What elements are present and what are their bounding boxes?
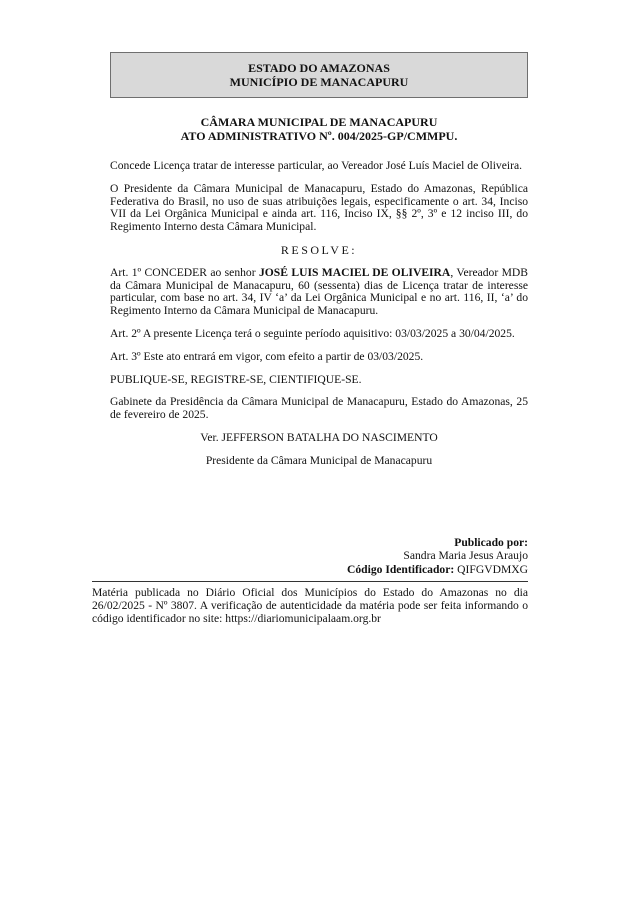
publish-order: PUBLIQUE-SE, REGISTRE-SE, CIENTIFIQUE-SE. — [110, 372, 362, 386]
article-2: Art. 2º A presente Licença terá o seguinte período aquisitivo: 03/03/2025 a 30/04/2025. — [110, 326, 515, 340]
act-number: ATO ADMINISTRATIVO Nº. 004/2025-GP/CMMPU. — [180, 129, 458, 143]
gabinete-paragraph: Gabinete da Presidência da Câmara Municipal de Manacapuru, Estado do Amazonas, 25 de fevereiro de 2025. — [110, 395, 528, 422]
publication-footer: Matéria publicada no Diário Oficial dos Municípios do Estado do Amazonas no dia 26/02/2025 - Nº 3807. A verificação de autenticidade da matéria pode ser feita informando o código identificador no site: https://diariomunicipalaam.org.br — [92, 586, 528, 625]
summary-paragraph: Concede Licença tratar de interesse particular, ao Vereador José Luís Maciel de Oliveira. — [110, 159, 523, 172]
article-1-text: , Vereador MDB da Câmara Municipal de Manacapuru, 60 (sessenta) dias de Licença tratar de interesse particular, com base no art. 34, IV ‘a’ da Lei Orgânica Municipal e no art. 116, II, ‘a’ do Regimento Interno da Câmara Municipal de Manacapuru. — [110, 265, 529, 318]
signer-role: Presidente da Câmara Municipal de Manacapuru — [205, 453, 433, 467]
signer-name: Ver. JEFFERSON BATALHA DO NASCIMENTO — [200, 430, 438, 444]
article-1 — [110, 267, 528, 318]
licensee-name: JOSÉ LUIS MACIEL DE OLIVEIRA — [258, 265, 451, 279]
municipality-name: MUNICÍPIO DE MANACAPURU — [229, 75, 409, 89]
chamber-name: CÂMARA MUNICIPAL DE MANACAPURU — [200, 115, 438, 129]
publisher-name: Sandra Maria Jesus Araujo — [403, 549, 528, 563]
article-3: Art. 3º Este ato entrará em vigor, com efeito a partir de 03/03/2025. — [110, 349, 424, 363]
footer-divider — [92, 581, 528, 582]
identifier-line — [300, 563, 528, 576]
publication-info — [300, 536, 528, 576]
published-by-label: Publicado por: — [454, 536, 528, 549]
resolve-heading: RESOLVE: — [280, 242, 358, 257]
identifier-label: Código Identificador: — [346, 562, 455, 576]
document-body — [110, 160, 528, 478]
state-name: ESTADO DO AMAZONAS — [248, 61, 390, 75]
state-header-box — [110, 52, 528, 98]
preamble-paragraph: O Presidente da Câmara Municipal de Manacapuru, Estado do Amazonas, República Federativa do Brasil, no uso de suas atribuições legais, especificamente o art. 34, Inciso VII da Lei Orgânica Municipal e ainda art. 116, Inciso IX, §§ 2º, 3º e 12 inciso III, do Regimento Interno desta Câmara Municipal. — [110, 181, 528, 234]
document-title — [110, 115, 528, 143]
identifier-code: QIFGVDMXG — [457, 562, 528, 576]
article-1-prefix: Art. 1º CONCEDER ao senhor — [110, 265, 256, 279]
